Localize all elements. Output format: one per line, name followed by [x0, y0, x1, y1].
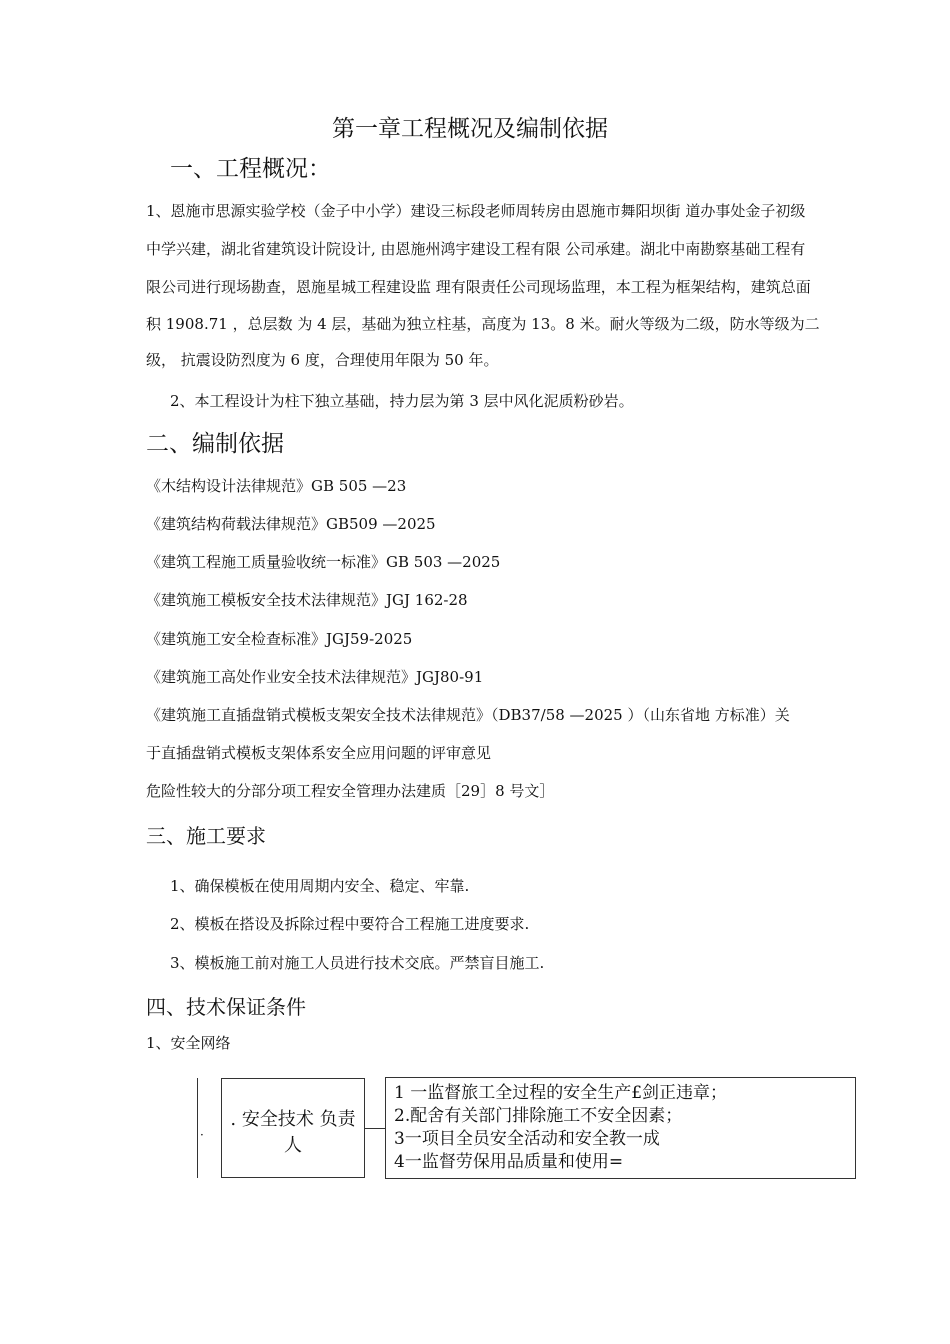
- diagram-left-vertical-line: [197, 1078, 198, 1178]
- section-heading-basis: 二、编制依据: [146, 431, 284, 457]
- safety-tech-lead-box: . 安全技术 负责人: [221, 1078, 365, 1178]
- diagram-connector-line: [365, 1128, 385, 1129]
- section-heading-requirements: 三、施工要求: [146, 824, 266, 848]
- reference-item: 《建筑施工高处作业安全技术法律规范》JGJ80-91: [146, 668, 484, 686]
- para1-line: 1、恩施市思源实验学校（金子中小学）建设三标段老师周转房由恩施市舞阳坝街 道办事处金子初级: [146, 202, 806, 220]
- reference-item: 《建筑工程施工质量验收统一标准》GB 503 —2025: [146, 553, 501, 571]
- para1-line: 级， 抗震设防烈度为 6 度，合理使用年限为 50 年。: [146, 351, 499, 369]
- requirement-item: 2、模板在搭设及拆除过程中要符合工程施工进度要求.: [170, 915, 530, 933]
- responsibility-item: 2.配舍有关部门排除施工不安全因素；: [394, 1106, 683, 1126]
- reference-item: 于直插盘销式模板支架体系安全应用问题的评审意见: [146, 744, 492, 762]
- responsibility-item: 1 一监督旅工全过程的安全生产£剑正违章；: [394, 1083, 728, 1103]
- requirement-item: 1、确保模板在使用周期内安全、稳定、牢靠.: [170, 877, 470, 895]
- reference-item: 危险性较大的分部分项工程安全管理办法建质［29］8 号文］: [146, 782, 555, 800]
- responsibility-item: 4一监督劳保用品质量和使用=: [394, 1152, 624, 1172]
- reference-item: 《木结构设计法律规范》GB 505 —23: [146, 477, 407, 495]
- section-heading-overview: 一、工程概况：: [170, 156, 331, 182]
- reference-item: 《建筑施工直插盘销式模板支架安全技术法律规范》（DB37/58 —2025 ）（山东省地 方标准）关: [146, 706, 790, 724]
- reference-item: 《建筑结构荷载法律规范》GB509 —2025: [146, 515, 436, 533]
- responsibility-list-box: [385, 1077, 856, 1179]
- para1-line: 积 1908.71 ，总层数 为 4 层，基础为独立柱基，高度为 13。8 米。耐火等级为二级，防水等级为二: [146, 315, 820, 333]
- responsibility-item: 3一项目全员安全活动和安全教一成: [394, 1129, 660, 1149]
- chapter-title: 第一章工程概况及编制依据: [332, 116, 608, 142]
- reference-item: 《建筑施工安全检查标准》JGJ59-2025: [146, 630, 413, 648]
- requirement-item: 3、模板施工前对施工人员进行技术交底。严禁盲目施工.: [170, 954, 545, 972]
- para1-line: 限公司进行现场勘查，恩施星城工程建设监 理有限责任公司现场监理，本工程为框架结构，建筑总面: [146, 278, 811, 296]
- section-heading-guarantee: 四、技术保证条件: [146, 995, 306, 1019]
- diagram-tick-mark: ·: [200, 1128, 204, 1142]
- reference-item: 《建筑施工模板安全技术法律规范》JGJ 162-28: [146, 591, 468, 609]
- para1-line: 中学兴建，湖北省建筑设计院设计, 由恩施州鸿宇建设工程有限 公司承建。湖北中南勘察基础工程有: [146, 240, 806, 258]
- para2: 2、本工程设计为柱下独立基础，持力层为第 3 层中风化泥质粉砂岩。: [170, 392, 634, 410]
- subheading-safety-network: 1、安全网络: [146, 1034, 231, 1052]
